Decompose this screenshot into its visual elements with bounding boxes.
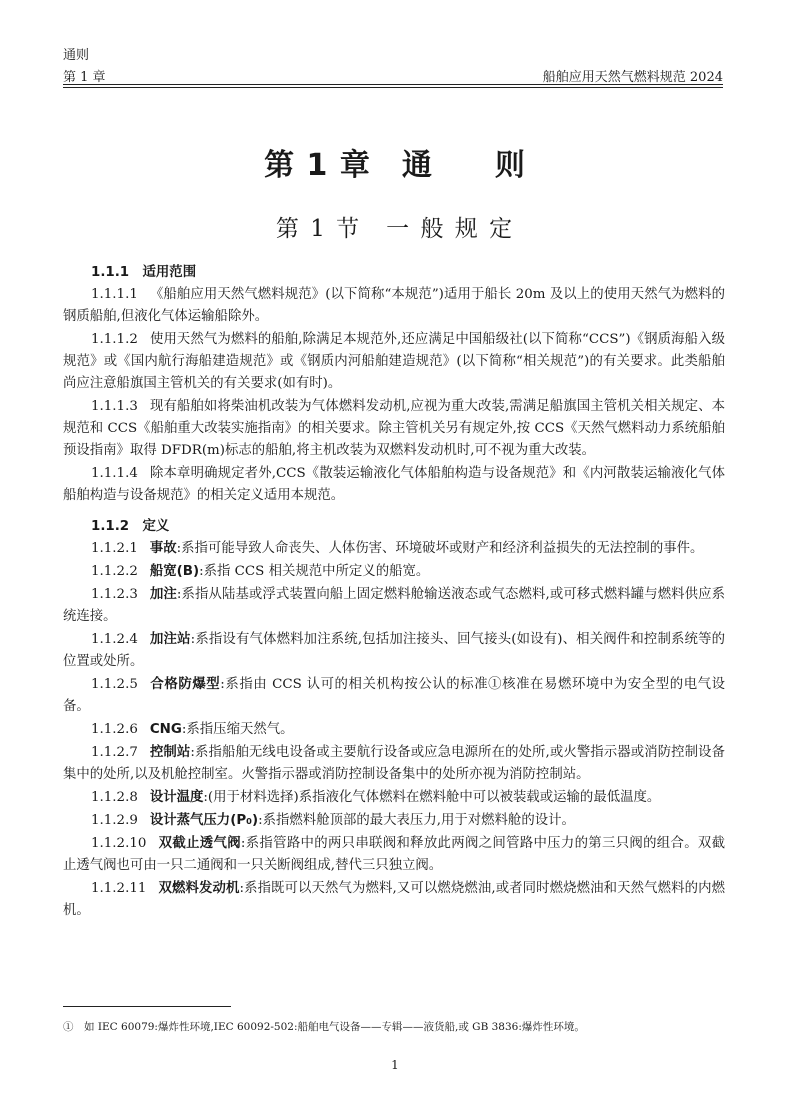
- header-rule-thin: [63, 87, 723, 88]
- running-header-section: 通则: [63, 48, 90, 63]
- clause-number: 1.1.2.4: [91, 632, 138, 647]
- clause-text: :系指管路中的两只串联阀和释放此两阀之间管路中压力的第三只阀的组合。双截止透气阀也可由一只二通阀和一只关断阀组成,替代三只独立阀。: [63, 836, 725, 873]
- clause-text: :系指燃料舱顶部的最大表压力,用于对燃料舱的设计。: [258, 813, 575, 828]
- header-rule-thick: [63, 84, 723, 85]
- clause-number: 1.1.2.9: [91, 813, 138, 828]
- clause-paragraph: [63, 833, 725, 877]
- defined-term: 合格防爆型: [149, 677, 221, 692]
- running-header: [63, 66, 723, 85]
- page-number: 1: [391, 1058, 399, 1072]
- footnote-rule: [63, 1006, 231, 1007]
- running-header-book-title: 船舶应用天然气燃料规范 2024: [542, 70, 723, 85]
- clause-paragraph: [63, 284, 725, 328]
- clause-paragraph: [63, 463, 725, 507]
- clause-paragraph: [63, 629, 725, 673]
- chapter-title: 第 1 章 通 则: [264, 148, 526, 183]
- clause-paragraph: [63, 719, 725, 741]
- clause-text: :系指从陆基或浮式装置向船上固定燃料舱输送液态或气态燃料,或可移式燃料罐与燃料供应系统连接。: [63, 587, 726, 624]
- clause-text: :系指 CCS 相关规范中所定义的船宽。: [199, 564, 430, 579]
- footnote: ① 如 IEC 60079:爆炸性环境,IEC 60092-502:船舶电气设备——专辑——液货船,或 GB 3836:爆炸性环境。: [63, 1021, 585, 1033]
- clause-number: 1.1.2.6: [91, 722, 138, 737]
- clause-text: :系指既可以天然气为燃料,又可以燃烧燃油,或者同时燃烧燃油和天然气燃料的内燃机。: [63, 881, 725, 918]
- clause-paragraph: [63, 396, 725, 462]
- defined-term: CNG: [149, 722, 182, 737]
- defined-term: 加注: [149, 587, 177, 602]
- running-header-chapter: 第 1 章: [63, 70, 106, 85]
- clause-number: 1.1.2.10: [91, 836, 147, 851]
- subsection-heading: 1.1.2 定义: [91, 519, 170, 534]
- section-title: 第 1 节 一 般 规 定: [275, 216, 515, 242]
- clause-number: 1.1.2.11: [91, 881, 147, 896]
- defined-term: 双燃料发动机: [158, 881, 240, 896]
- clause-text: :系指可能导致人命丧失、人体伤害、环境破坏或财产和经济利益损失的无法控制的事件。: [176, 541, 704, 556]
- clause-paragraph: [63, 329, 725, 395]
- clause-paragraph: [63, 787, 725, 809]
- clause-number: 1.1.2.8: [91, 790, 138, 805]
- clause-text: 《船舶应用天然气燃料规范》(以下简称“本规范”)适用于船长 20m 及以上的使用天然气为燃料的钢质船舶,但液化气体运输船除外。: [63, 287, 725, 324]
- clause-number: 1.1.1.2: [91, 332, 138, 347]
- clause-paragraph: [63, 538, 725, 560]
- clause-number: 1.1.1.3: [91, 399, 138, 414]
- clause-paragraph: [63, 742, 725, 786]
- clause-text: 除本章明确规定者外,CCS《散装运输液化气体船舶构造与设备规范》和《内河散装运输液化气体船舶构造与设备规范》的相关定义适用本规范。: [63, 466, 725, 503]
- clause-paragraph: [63, 561, 725, 583]
- defined-term: 设计温度: [149, 790, 204, 805]
- document-body: [63, 262, 725, 923]
- clause-text: :系指设有气体燃料加注系统,包括加注接头、回气接头(如设有)、相关阀件和控制系统等的位置或处所。: [63, 632, 726, 669]
- clause-text: 使用天然气为燃料的船舶,除满足本规范外,还应满足中国船级社(以下简称“CCS”)《钢质海船入级规范》或《国内航行海船建造规范》或《钢质内河船舶建造规范》(以下简称“相关规范”)的有关要求。此类船舶尚应注意船旗国主管机关的有关要求(如有时)。: [63, 332, 725, 391]
- clause-paragraph: [63, 674, 725, 718]
- subsection-heading: 1.1.1 适用范围: [91, 265, 197, 280]
- clause-text: 现有船舶如将柴油机改装为气体燃料发动机,应视为重大改装,需满足船旗国主管机关相关规定、本规范和 CCS《船舶重大改装实施指南》的相关要求。除主管机关另有规定外,按 CCS《天然气燃料动力系统船舶预设指南》取得 DFDR(m)标志的船舶,将主机改装为双燃料发动机时,可不视为重大改装。: [63, 399, 725, 458]
- clause-number: 1.1.2.1: [91, 541, 138, 556]
- clause-paragraph: [63, 810, 725, 832]
- defined-term: 事故: [149, 541, 177, 556]
- clause-number: 1.1.2.5: [91, 677, 138, 692]
- clause-number: 1.1.2.2: [91, 564, 138, 579]
- clause-text: :系指压缩天然气。: [181, 722, 294, 737]
- defined-term: 船宽(B): [149, 564, 200, 579]
- clause-number: 1.1.2.7: [91, 745, 138, 760]
- clause-number: 1.1.2.3: [91, 587, 138, 602]
- clause-paragraph: [63, 584, 725, 628]
- clause-text: :(用于材料选择)系指液化气体燃料在燃料舱中可以被装载或运输的最低温度。: [203, 790, 661, 805]
- clause-paragraph: [63, 878, 725, 922]
- clause-number: 1.1.1.1: [91, 287, 138, 302]
- clause-number: 1.1.1.4: [91, 466, 138, 481]
- clause-text: :系指由 CCS 认可的相关机构按公认的标准①核准在易燃环境中为安全型的电气设备。: [63, 677, 726, 714]
- defined-term: 加注站: [149, 632, 191, 647]
- defined-term: 设计蒸气压力(P₀): [149, 813, 259, 828]
- defined-term: 控制站: [149, 745, 191, 760]
- clause-text: :系指船舶无线电设备或主要航行设备或应急电源所在的处所,或火警指示器或消防控制设备集中的处所,以及机舱控制室。火警指示器或消防控制设备集中的处所亦视为消防控制站。: [63, 745, 726, 782]
- defined-term: 双截止透气阀: [158, 836, 241, 851]
